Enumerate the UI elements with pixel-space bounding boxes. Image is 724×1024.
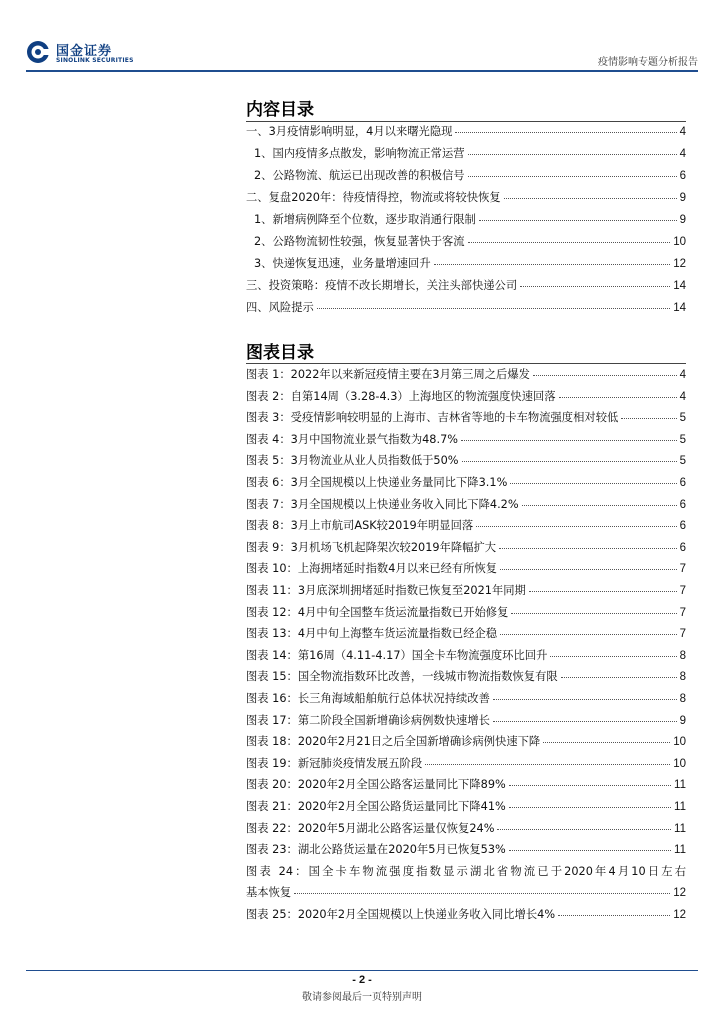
dot-leader — [529, 583, 677, 592]
figure-entry[interactable] — [246, 841, 686, 859]
figure-entry-text: 图表 9：3月机场飞机起降架次较2019年降幅扩大 — [246, 540, 497, 554]
toc-entry-page: 14 — [673, 302, 686, 314]
figure-entry-text: 图表 21：2020年2月全国公路货运量同比下降41% — [246, 800, 506, 813]
dot-leader — [476, 518, 676, 527]
toc-entry[interactable] — [254, 211, 686, 229]
figure-entry[interactable] — [246, 733, 686, 751]
dot-leader — [511, 605, 676, 614]
report-type: 疫情影响专题分析报告 — [598, 57, 698, 68]
figure-entry[interactable] — [246, 647, 686, 665]
dot-leader — [425, 756, 670, 765]
figure-entry-text: 图表 18：2020年2月21日之后全国新增确诊病例快速下降 — [246, 735, 541, 749]
figure-entry[interactable] — [246, 690, 686, 708]
figure-entry[interactable] — [246, 517, 686, 535]
figure-entry-page: 11 — [674, 779, 686, 792]
contents-title-rule — [246, 121, 686, 122]
figure-entry[interactable] — [246, 496, 686, 514]
dot-leader — [461, 432, 677, 441]
figure-entry-page: 9 — [679, 714, 686, 727]
toc-entry[interactable] — [254, 233, 686, 251]
figure-entry[interactable] — [246, 712, 686, 730]
toc-entry[interactable] — [254, 167, 686, 185]
figure-entry-text[interactable]: 图表 24：国全卡车物流强度指数显示湖北省物流已于2020年4月10日左右 — [246, 864, 686, 878]
toc-entry[interactable] — [246, 299, 686, 317]
figure-entry-text: 图表 1：2022年以来新冠疫情主要在3月第三周之后爆发 — [246, 368, 530, 381]
figure-entry[interactable] — [246, 625, 686, 643]
dot-leader — [522, 497, 677, 506]
figure-entry[interactable] — [246, 604, 686, 622]
figure-entry-text: 图表 6：3月全国规模以上快递业务量同比下降3.1% — [246, 476, 508, 489]
figure-entry-page: 8 — [679, 649, 686, 662]
figure-entry-text: 图表 3：受疫情影响较明显的上海市、吉林省等地的卡车物流强度相对较低 — [246, 411, 619, 425]
figure-entry[interactable] — [246, 668, 686, 686]
figure-entry-text: 图表 23：湖北公路货运量在2020年5月已恢复53% — [246, 843, 506, 857]
figure-entry-page: 4 — [679, 369, 686, 381]
figure-entry[interactable] — [246, 906, 686, 924]
toc-entry[interactable] — [246, 277, 686, 295]
figure-entry-page: 7 — [679, 628, 686, 641]
figure-entry-text: 图表 2：自第14周（3.28-4.3）上海地区的物流强度快速回落 — [246, 389, 556, 403]
figure-entry-page: 6 — [679, 541, 686, 554]
dot-leader — [509, 799, 671, 808]
figure-entry[interactable] — [246, 560, 686, 578]
dot-leader — [462, 453, 677, 462]
figure-entry[interactable] — [246, 884, 686, 902]
figure-entry-page: 5 — [679, 433, 686, 446]
toc-entry-text: 一、3月疫情影响明显，4月以来曙光隐现 — [246, 125, 453, 138]
dot-leader — [558, 907, 670, 916]
figure-entry-text: 图表 12：4月中旬全国整车货运流量指数已开始修复 — [246, 605, 509, 619]
dot-leader — [497, 821, 671, 830]
figure-entry-page: 7 — [679, 563, 686, 576]
toc-entry-page: 10 — [673, 236, 686, 248]
dot-leader — [533, 367, 677, 376]
dot-leader — [510, 475, 676, 484]
figure-entry[interactable] — [246, 539, 686, 557]
figure-entry-page: 8 — [679, 693, 686, 705]
figure-entry-page: 8 — [679, 671, 686, 684]
figure-entry-page: 10 — [673, 757, 686, 770]
toc-entry-text: 四、风险提示 — [246, 301, 314, 314]
figure-entry-text: 图表 22：2020年5月湖北公路客运量仅恢复24% — [246, 821, 495, 835]
figures-title-rule — [246, 363, 686, 364]
dot-leader — [520, 278, 670, 287]
header-divider — [26, 70, 698, 72]
dot-leader — [500, 626, 677, 635]
figure-entry-text: 图表 25：2020年2月全国规模以上快递业务收入同比增长4% — [246, 908, 556, 921]
figure-entry-page: 11 — [674, 822, 686, 835]
figure-entry-text: 图表 20：2020年2月全国公路客运量同比下降89% — [246, 778, 506, 792]
toc-entry-text: 三、投资策略：疫情不改长期增长，关注头部快递公司 — [246, 279, 518, 292]
toc-entry-text: 1、国内疫情多点散发，影响物流正常运营 — [254, 147, 465, 160]
figure-entry-text: 图表 13：4月中旬上海整车货运流量指数已经企稳 — [246, 627, 498, 641]
page-header — [26, 38, 698, 70]
figure-entry-page: 11 — [674, 801, 686, 813]
figure-entry-page: 7 — [679, 606, 686, 619]
figure-entry[interactable] — [246, 755, 686, 773]
dot-leader — [294, 885, 670, 894]
dot-leader — [468, 146, 677, 155]
toc-entry-page: 9 — [679, 192, 686, 204]
figure-entry-page: 12 — [673, 909, 686, 921]
toc-entry-text: 2、公路物流、航运已出现改善的积极信号 — [254, 169, 465, 182]
toc-entry-text: 3、快递恢复迅速，业务量增速回升 — [254, 257, 431, 270]
dot-leader — [317, 300, 670, 309]
toc-entry-page: 14 — [673, 280, 686, 292]
figure-entry-page: 12 — [673, 887, 686, 900]
figure-entry-text: 图表 17：第二阶段全国新增确诊病例数快速增长 — [246, 713, 490, 727]
figure-entry[interactable] — [246, 474, 686, 492]
figure-entry-page: 5 — [679, 412, 686, 425]
dot-leader — [493, 713, 677, 722]
toc-entry-page: 9 — [679, 214, 686, 226]
figure-entry[interactable] — [246, 820, 686, 838]
toc-entry[interactable] — [246, 189, 686, 207]
figure-entry[interactable] — [246, 582, 686, 600]
toc-entry[interactable] — [254, 145, 686, 163]
footer-divider — [26, 970, 698, 971]
figure-entry-text: 图表 11：3月底深圳拥堵延时指数已恢复至2021年同期 — [246, 584, 526, 597]
figure-entry-page: 11 — [674, 844, 686, 857]
dot-leader — [550, 648, 676, 657]
dot-leader — [479, 212, 677, 221]
figure-entry-text: 图表 16：长三角海域船舶航行总体状况持续改善 — [246, 692, 490, 705]
figure-entry-page: 6 — [679, 477, 686, 489]
disclaimer-link[interactable]: 敬请参阅最后一页特别声明 — [302, 992, 422, 1003]
figure-entry-text: 图表 4：3月中国物流业景气指数为48.7% — [246, 432, 459, 446]
dot-leader — [500, 561, 677, 570]
figure-entry-text: 图表 10：上海拥堵延时指数4月以来已经有所恢复 — [246, 562, 498, 576]
page-number: - 2 - — [352, 974, 372, 986]
sinolink-logo-icon — [26, 40, 50, 64]
dot-leader — [561, 669, 677, 678]
figure-entry-text: 图表 7：3月全国规模以上快递业务收入同比下降4.2% — [246, 497, 519, 511]
figure-entry-page: 10 — [673, 736, 686, 749]
figure-entry-text: 图表 14：第16周（4.11-4.17）国全卡车物流强度环比回升 — [246, 648, 548, 662]
figure-entry[interactable] — [246, 431, 686, 449]
figure-entry-text-continued: 基本恢复 — [246, 886, 292, 900]
toc-entry[interactable] — [254, 255, 686, 273]
figure-entry-text: 图表 19：新冠肺炎疫情发展五阶段 — [246, 756, 423, 770]
figure-entry-text: 图表 8：3月上市航司ASK较2019年明显回落 — [246, 519, 474, 533]
figure-entry-text: 图表 5：3月物流业从业人员指数低于50% — [246, 454, 459, 468]
toc-entry-page: 6 — [679, 170, 686, 182]
figure-entry[interactable] — [246, 776, 686, 794]
dot-leader — [509, 842, 671, 851]
dot-leader — [499, 540, 677, 549]
figure-entry[interactable] — [246, 409, 686, 427]
figure-entry-page: 4 — [679, 390, 686, 403]
figure-entry[interactable] — [246, 388, 686, 406]
toc-entry-page: 12 — [673, 258, 686, 270]
figure-entry-page: 6 — [679, 498, 686, 511]
dot-leader — [504, 190, 677, 199]
figure-entry-page: 6 — [679, 520, 686, 533]
dot-leader — [621, 410, 676, 419]
figure-entry-page: 7 — [679, 585, 686, 597]
figure-entry-text: 图表 15：国全物流指数环比改善，一线城市物流指数恢复有限 — [246, 670, 558, 684]
dot-leader — [455, 124, 676, 133]
toc-entry-page: 4 — [679, 148, 686, 160]
toc-entry-page: 4 — [679, 126, 686, 138]
figure-entry[interactable] — [246, 366, 686, 384]
dot-leader — [543, 734, 670, 743]
dot-leader — [559, 389, 677, 398]
dot-leader — [468, 234, 671, 243]
figures-title: 图表目录 — [246, 343, 314, 363]
figure-entry[interactable] — [246, 452, 686, 470]
toc-entry-text: 1、新增病例降至个位数，逐步取消通行限制 — [254, 213, 476, 226]
dot-leader — [468, 168, 677, 177]
dot-leader — [509, 777, 671, 786]
dot-leader — [434, 256, 671, 265]
dot-leader — [493, 691, 677, 700]
logo-english-name: SINOLINK SECURITIES — [56, 57, 134, 64]
toc-entry-text: 2、公路物流韧性较强，恢复显著快于客流 — [254, 235, 465, 248]
contents-title: 内容目录 — [246, 100, 314, 120]
figure-entry[interactable] — [246, 798, 686, 816]
toc-entry[interactable] — [246, 123, 686, 141]
logo-chinese-name: 国金证券 — [56, 44, 113, 59]
toc-entry-text: 二、复盘2020年：待疫情得控，物流或将较快恢复 — [246, 191, 501, 204]
figure-entry-page: 5 — [679, 455, 686, 468]
